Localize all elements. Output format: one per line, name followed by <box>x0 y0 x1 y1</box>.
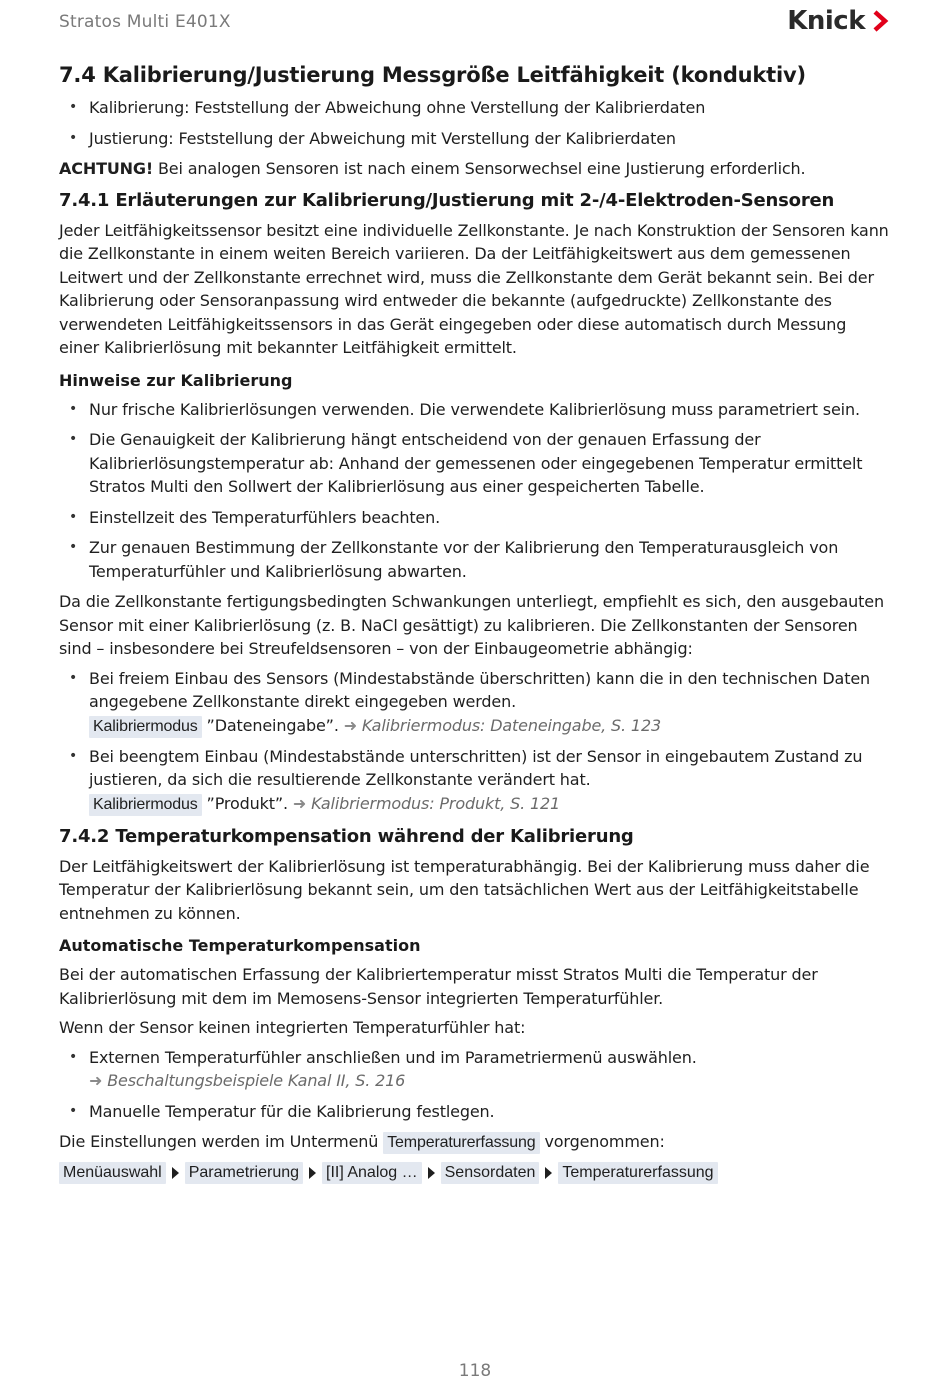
list-item: • Justierung: Feststellung der Abweichung mit Verstellung der Kalibrierdaten <box>59 127 889 151</box>
steps-list <box>59 1046 889 1124</box>
hints-heading: Hinweise zur Kalibrierung <box>59 370 293 390</box>
logo-text: Knick <box>787 6 865 36</box>
warning-text: Bei analogen Sensoren ist nach einem Sensorwechsel eine Justierung erforderlich. <box>153 159 806 178</box>
triangle-right-icon <box>545 1167 552 1179</box>
menu-path <box>59 1162 889 1184</box>
mode-value: ”Dateneingabe”. <box>201 715 344 735</box>
arrow-right-icon: ➜ <box>343 715 357 735</box>
reference-text: Kalibriermodus: Dateneingabe, S. 123 <box>356 715 662 735</box>
arrow-right-icon: ➜ <box>292 793 307 813</box>
menu-path-item: Menüauswahl <box>59 1162 166 1184</box>
body-paragraph: Jeder Leitfähigkeitssensor besitzt eine individuelle Zellkonstante. Je nach Konstruktion der Sensoren kann die Zellkonstante in einem weiten Bereich variieren. Da der Leitfähigkeitswert aus dem gemessenen Leitwert und der Zellkonstante errechnet wird, muss die Zellkonstante dem Gerät bekannt sein. Bei der Kalibrierung oder Sensoranpassung wird entweder die bekannte (aufgedruckte) Zellkonstante des verwendeten Leitfähigkeitssensors in das Gerät eingegeben oder diese automatisch durch Messung einer Kalibrierlösung mit bekannter Leitfähigkeit ermittelt. <box>59 220 889 357</box>
triangle-right-icon <box>428 1167 435 1179</box>
body-paragraph: Wenn der Sensor keinen integrierten Temperaturfühler hat: <box>59 1018 526 1037</box>
calibration-mode-label: Kalibriermodus <box>89 794 202 816</box>
logo-chevron-icon <box>871 10 889 32</box>
list-item: • Nur frische Kalibrierlösungen verwenden. Die verwendete Kalibrierlösung muss parametriert sein. <box>59 398 889 422</box>
menu-path-item: Sensordaten <box>441 1162 540 1184</box>
triangle-right-icon <box>172 1167 179 1179</box>
hints-list <box>59 398 889 584</box>
product-name: Stratos Multi E401X <box>59 12 231 32</box>
item-text: Bei beengtem Einbau (Mindestabstände unterschritten) ist der Sensor in eingebautem Zustand zu justieren, da sich die resultierende Zellkonstante verändert hat. <box>89 746 863 789</box>
subsection-title: 7.4.1 Erläuterungen zur Kalibrierung/Justierung mit 2-/4-Elektroden-Sensoren <box>59 189 835 211</box>
body-paragraph: Bei der automatischen Erfassung der Kalibriertemperatur misst Stratos Multi die Temperatur der Kalibrierlösung mit dem im Memosens-Sensor integrierten Temperaturfühler. <box>59 965 818 1008</box>
list-item: • Kalibrierung: Feststellung der Abweichung ohne Verstellung der Kalibrierdaten <box>59 96 889 120</box>
body-paragraph: Da die Zellkonstante fertigungsbedingten Schwankungen unterliegt, empfiehlt es sich, den ausgebauten Sensor mit einer Kalibrierlösung (z. B. NaCl gesättigt) zu kalibrieren. Die Zellkonstanten der Sensoren sind – insbesondere bei Streufeldsensoren – von der Einbaugeometrie abhängig: <box>59 592 884 658</box>
reference-text: Beschaltungsbeispiele Kanal II, S. 216 <box>102 1071 406 1090</box>
settings-paragraph <box>59 1130 889 1154</box>
subsection-title: 7.4.2 Temperaturkompensation während der Kalibrierung <box>59 825 634 847</box>
item-text: Bei freiem Einbau des Sensors (Mindestabstände überschritten) kann die in den technischen Daten angegebene Zellkonstante direkt eingegeben werden. <box>89 668 871 711</box>
menu-path-item: Temperaturerfassung <box>558 1162 717 1184</box>
list-item <box>59 745 889 816</box>
page-number: 118 <box>458 1361 492 1381</box>
item-text: Externen Temperaturfühler anschließen und im Parametriermenü auswählen. <box>89 1047 697 1067</box>
submenu-label: Temperaturerfassung <box>383 1132 539 1154</box>
list-item: • Die Genauigkeit der Kalibrierung hängt entscheidend von der genauen Erfassung der Kalibrierlösungstemperatur ab: Anhand der gemessenen oder eingegebenen Temperatur ermittelt Stratos Multi den Sollwert der Kalibrierlösung aus einer gespeicherten Tabelle. <box>59 428 889 499</box>
list-item <box>59 1046 889 1093</box>
definition-list <box>59 96 889 150</box>
menu-path-item: [II] Analog … <box>322 1162 422 1184</box>
menu-path-item: Parametrierung <box>185 1162 303 1184</box>
calibration-mode-label: Kalibriermodus <box>89 716 202 738</box>
cross-reference-link[interactable] <box>89 1071 405 1090</box>
list-item <box>59 667 889 738</box>
cross-reference-link[interactable] <box>344 716 661 735</box>
auto-compensation-heading: Automatische Temperaturkompensation <box>59 936 421 955</box>
list-item: • Manuelle Temperatur für die Kalibrierung festlegen. <box>59 1100 889 1124</box>
body-paragraph: Der Leitfähigkeitswert der Kalibrierlösung ist temperaturabhängig. Bei der Kalibrierung muss daher die Temperatur der Kalibrierlösung bekannt sein, um den tatsächlichen Wert aus der Leitfähigkeitstabelle entnehmen zu können. <box>59 856 870 923</box>
settings-suffix: vorgenommen: <box>539 1132 665 1151</box>
arrow-right-icon: ➜ <box>89 1071 103 1090</box>
list-item: • Einstellzeit des Temperaturfühlers beachten. <box>59 506 889 530</box>
mode-value: ”Produkt”. <box>201 793 293 813</box>
settings-prefix: Die Einstellungen werden im Untermenü <box>59 1132 384 1151</box>
knick-logo <box>787 6 889 36</box>
warning-label: ACHTUNG! <box>59 159 154 178</box>
installation-list <box>59 667 889 816</box>
triangle-right-icon <box>309 1167 316 1179</box>
reference-text: Kalibriermodus: Produkt, S. 121 <box>306 793 561 813</box>
main-content <box>59 60 889 1184</box>
page-header <box>59 6 889 38</box>
cross-reference-link[interactable] <box>293 794 560 813</box>
section-title: 7.4 Kalibrierung/Justierung Messgröße Leitfähigkeit (konduktiv) <box>59 63 806 87</box>
warning-paragraph <box>59 157 889 181</box>
list-item: • Zur genauen Bestimmung der Zellkonstante vor der Kalibrierung den Temperaturausgleich von Temperaturfühler und Kalibrierlösung abwarten. <box>59 536 889 583</box>
